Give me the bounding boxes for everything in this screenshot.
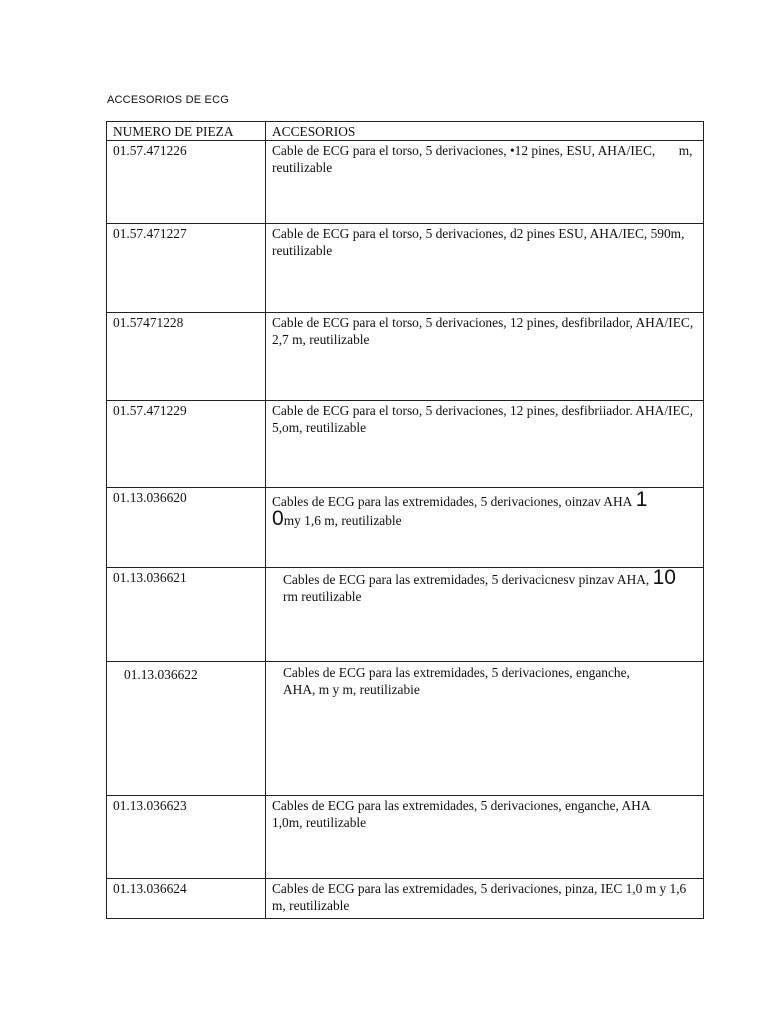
table-row — [107, 568, 704, 662]
accessory-description-cell: Cable de ECG para el torso, 5 derivaciones, 12 pines, desfibriiador. AHA/IEC, 5,om, reutilizable — [266, 401, 704, 488]
accessory-description-cell — [266, 568, 704, 662]
table-row — [107, 488, 704, 568]
part-number-cell: 01.57.471229 — [107, 401, 266, 488]
part-number-cell: 01.13.036621 — [107, 568, 266, 662]
part-number-cell: 01.13.036622 — [107, 662, 266, 796]
part-number-cell: 01.13.036624 — [107, 879, 266, 919]
description-large-digit: 0 — [272, 507, 284, 530]
part-number-cell: 01.57.471226 — [107, 141, 266, 224]
header-part-number: NUMERO DE PIEZA — [107, 122, 266, 141]
accessory-description-cell: Cable de ECG para el torso, 5 derivaciones, 12 pines, desfibrilador, AHA/IEC, 2,7 m, reutilizable — [266, 313, 704, 401]
table-row — [107, 141, 704, 224]
part-number-cell: 01.13.036620 — [107, 488, 266, 568]
table-row — [107, 879, 704, 919]
description-text: Cables de ECG para las extremidades, 5 derivaciones, oinzav AHA — [272, 494, 633, 509]
table-header-row — [107, 122, 704, 141]
page-heading: ACCESORIOS DE ECG — [107, 94, 229, 106]
table-row — [107, 796, 704, 879]
part-number-cell: 01.57471228 — [107, 313, 266, 401]
table-row — [107, 401, 704, 488]
description-large-digit: 1 — [635, 488, 648, 511]
table-row — [107, 662, 704, 796]
table-row — [107, 313, 704, 401]
part-number-cell: 01.57.471227 — [107, 224, 266, 313]
accessory-description-cell: Cables de ECG para las extremidades, 5 derivaciones, enganche, AHA 1,0m, reutilizable — [266, 796, 704, 879]
description-text: my 1,6 m, reutilizable — [283, 513, 402, 528]
accessory-description-cell: Cable de ECG para el torso, 5 derivaciones, d2 pines ESU, AHA/IEC, 590m, reutilizable — [266, 224, 704, 313]
table-row — [107, 224, 704, 313]
description-large-number: 10 — [652, 566, 676, 589]
part-number-cell: 01.13.036623 — [107, 796, 266, 879]
accessory-description-cell: Cable de ECG para el torso, 5 derivaciones, •12 pines, ESU, AHA/IEC, m, reutilizable — [266, 141, 704, 224]
accessory-description-cell: Cables de ECG para las extremidades, 5 derivaciones, pinza, IEC 1,0 m y 1,6 m, reutilizable — [266, 879, 704, 919]
accessory-description-cell: Cables de ECG para las extremidades, 5 derivaciones, enganche, AHA, m y m, reutilizabie — [266, 662, 704, 796]
description-text: Cables de ECG para las extremidades, 5 derivacicnesv pinzav AHA, — [283, 572, 650, 587]
header-accessories: ACCESORIOS — [266, 122, 704, 141]
accessory-description-cell — [266, 488, 704, 568]
accessories-table — [106, 121, 704, 919]
description-text: rm reutilizable — [283, 589, 362, 604]
